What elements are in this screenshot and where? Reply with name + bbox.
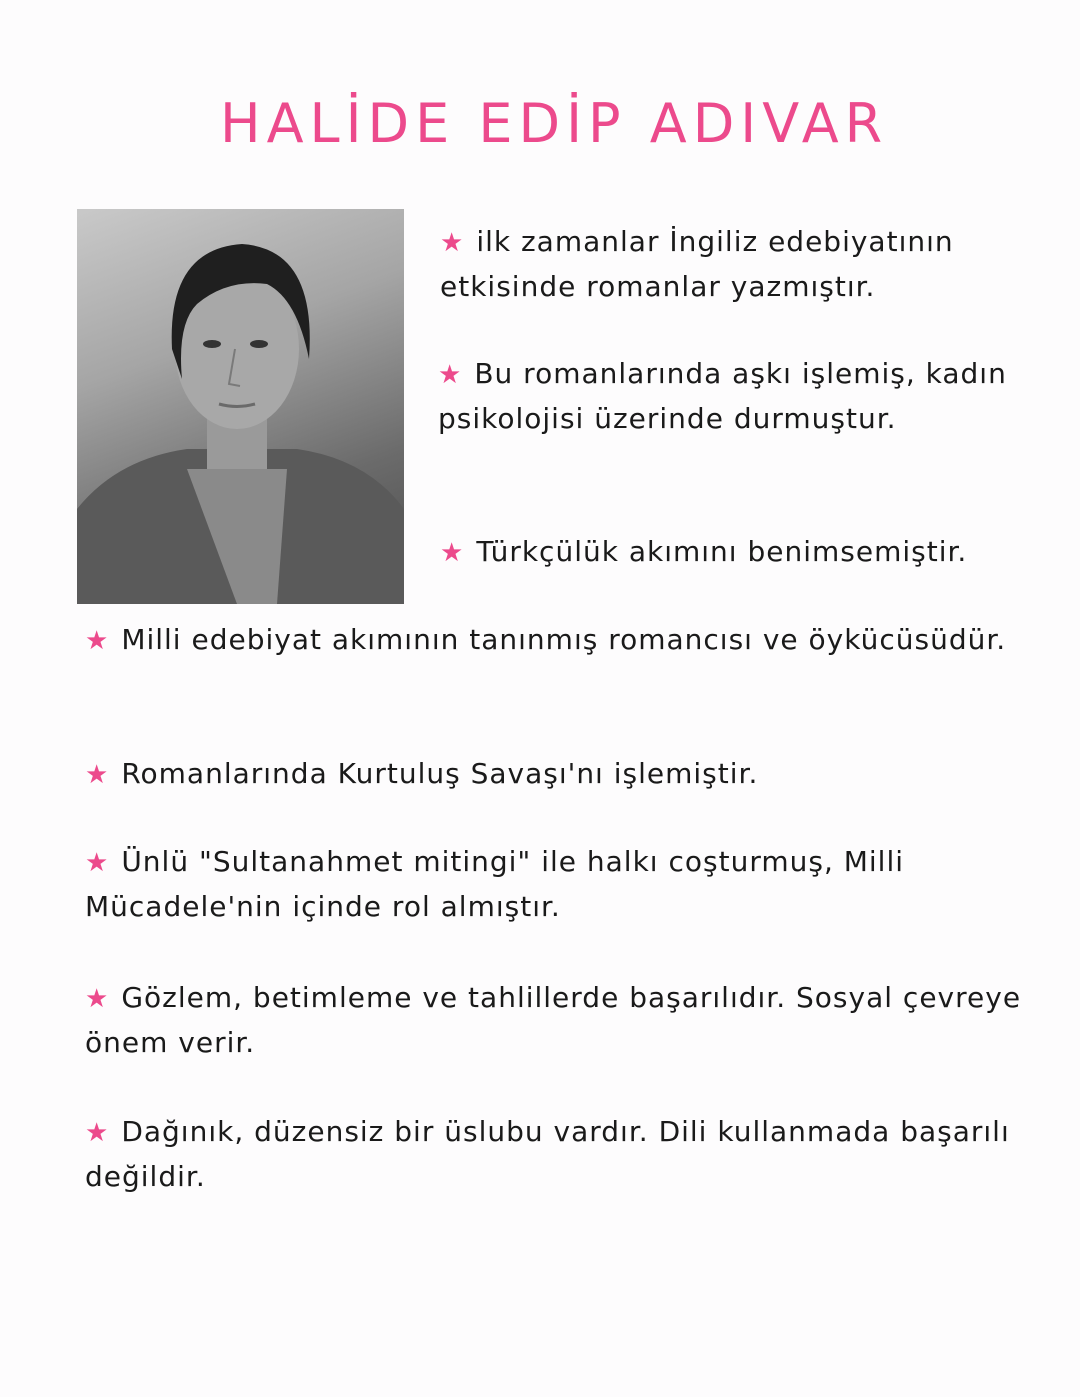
note-item	[440, 530, 1040, 575]
note-item	[438, 352, 1038, 441]
star-icon: ★	[440, 538, 465, 568]
note-item	[440, 220, 1040, 309]
star-icon: ★	[85, 984, 110, 1014]
page-title: HALİDE EDİP ADIVAR	[220, 92, 889, 155]
note-text: Ünlü "Sultanahmet mitingi" ile halkı coşturmuş, Milli Mücadele'nin içinde rol almıştır.	[85, 845, 905, 923]
note-text: Gözlem, betimleme ve tahlillerde başarılıdır. Sosyal çevreye önem verir.	[85, 981, 1022, 1059]
portrait-photo-icon	[77, 209, 404, 604]
star-icon: ★	[438, 360, 463, 390]
note-item	[85, 976, 1045, 1065]
portrait-photo	[77, 209, 404, 604]
note-text: Dağınık, düzensiz bir üslubu vardır. Dili kullanmada başarılı değildir.	[85, 1115, 1010, 1193]
note-text: Bu romanlarında aşkı işlemiş, kadın psikolojisi üzerinde durmuştur.	[438, 357, 1007, 435]
note-text: Romanlarında Kurtuluş Savaşı'nı işlemiştir.	[121, 757, 759, 790]
note-item	[85, 840, 1045, 929]
star-icon: ★	[440, 228, 465, 258]
star-icon: ★	[85, 848, 110, 878]
note-text: Türkçülük akımını benimsemiştir.	[476, 535, 968, 568]
star-icon: ★	[85, 760, 110, 790]
star-icon: ★	[85, 626, 110, 656]
note-item	[85, 752, 1045, 797]
star-icon: ★	[85, 1118, 110, 1148]
note-text: ilk zamanlar İngiliz edebiyatının etkisinde romanlar yazmıştır.	[440, 225, 954, 303]
note-item	[85, 1110, 1045, 1199]
note-text: Milli edebiyat akımının tanınmış romancısı ve öykücüsüdür.	[121, 623, 1007, 656]
note-item	[85, 618, 1045, 663]
